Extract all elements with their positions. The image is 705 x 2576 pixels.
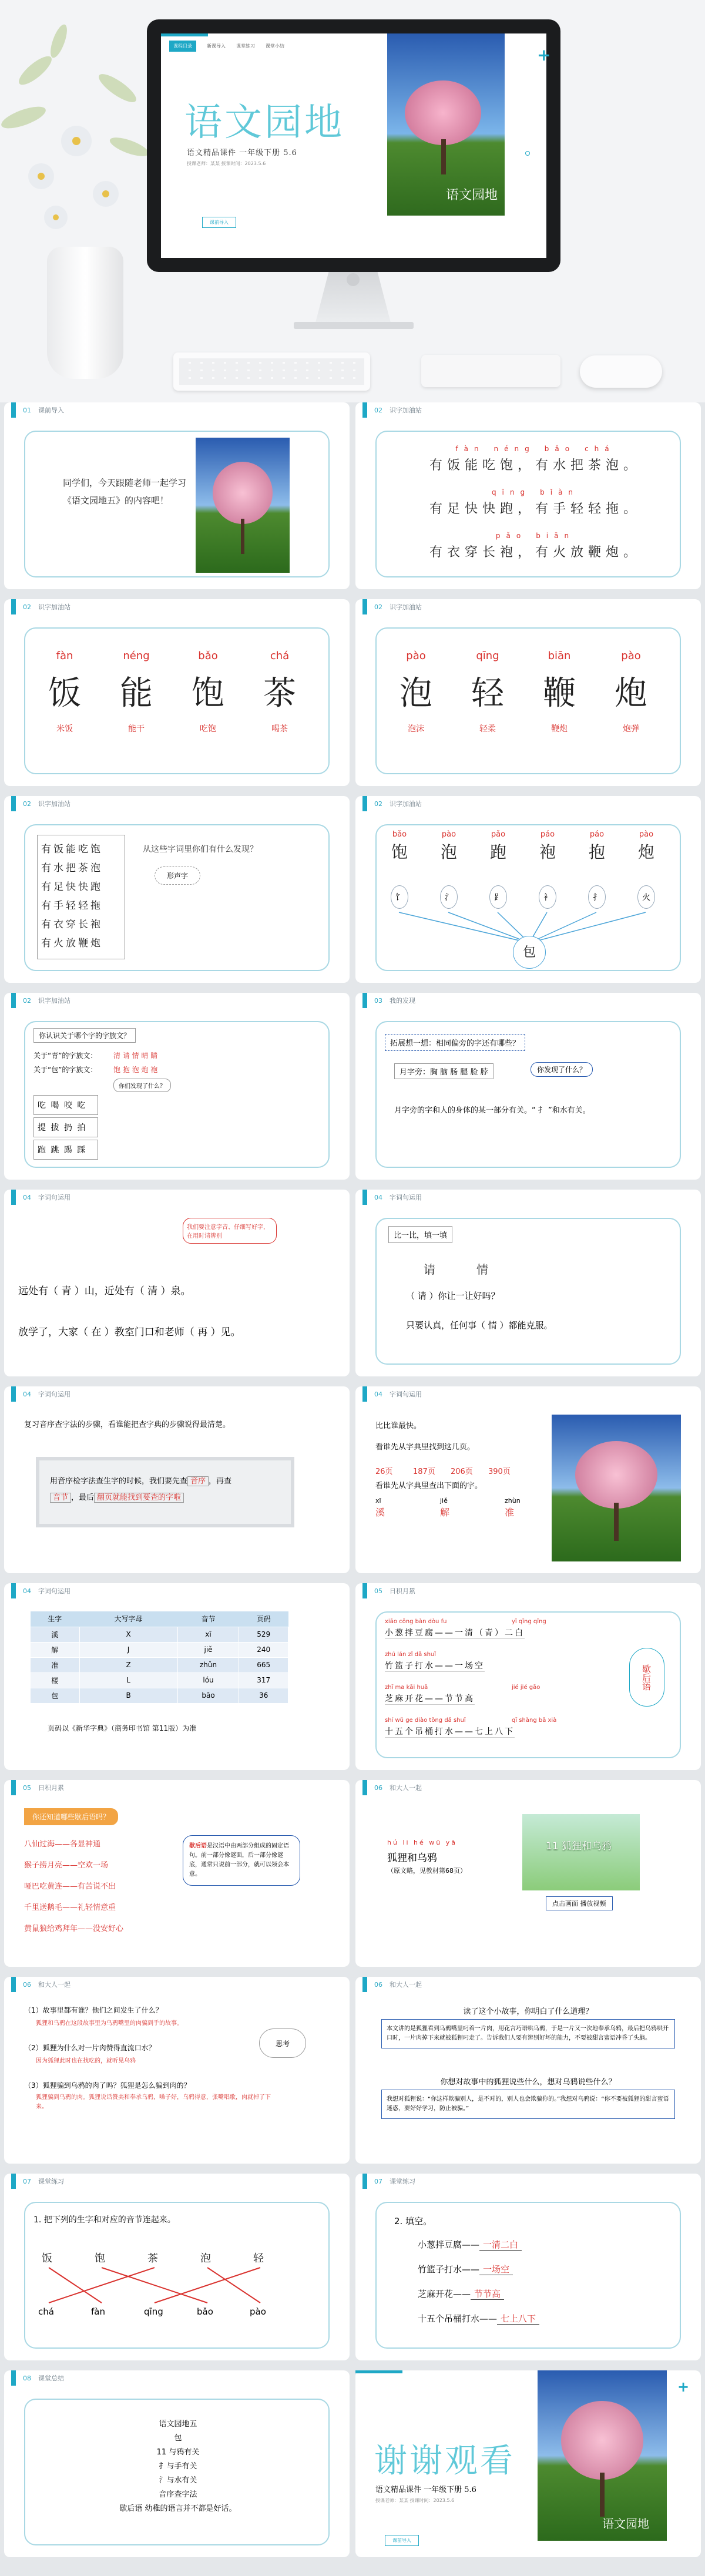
- slide-19: [4, 2174, 350, 2360]
- cover-slide: [161, 33, 551, 258]
- slide-header: [4, 1977, 70, 1992]
- video-poster[interactable]: [522, 1814, 640, 1890]
- slide-header: [4, 993, 70, 1008]
- slide-13: [4, 1583, 350, 1770]
- finding-line: 月字旁：胸 脑 肠 腿 脸 脖: [394, 1063, 494, 1079]
- xiehouyu-line: 竹篮子打水——一场空: [385, 1660, 485, 1672]
- char-pinyin: pǎo: [491, 830, 506, 839]
- summary-line: 扌与手有关: [159, 2462, 197, 2471]
- steps-3: ，再查: [209, 1477, 232, 1486]
- review-text: 复习音序查字法的步骤，看谁能把查字典的步骤说得最清楚。: [24, 1420, 231, 1429]
- saying-item: 千里送鹅毛——礼轻情意重: [24, 1903, 116, 1912]
- slide-header: [355, 402, 422, 418]
- slide-num: 01: [23, 406, 31, 414]
- cover-nav-0[interactable]: 课程目录: [169, 41, 196, 52]
- table-row: 准 Z zhǔn 665: [31, 1657, 288, 1672]
- slide-label: 字词句运用: [38, 1587, 70, 1595]
- rhyme-pinyin: fàn néng bǎo chá: [455, 445, 615, 453]
- word-example: 鞭炮: [551, 724, 568, 734]
- poem-line: 有衣穿长袍: [41, 919, 103, 931]
- slide-7: [4, 993, 350, 1180]
- keyboard: [173, 352, 370, 391]
- slide-16: [355, 1780, 701, 1967]
- page-number: 187页: [413, 1467, 435, 1476]
- steps-box: [36, 1457, 294, 1527]
- char-pinyin: pào: [441, 830, 456, 839]
- saying-item: 八仙过海——各显神通: [24, 1840, 101, 1849]
- slide-label: 识字加油站: [390, 407, 422, 414]
- line-answer-pinyin: jié jié gāo: [512, 1684, 540, 1691]
- fill-2: 只要认真，任何事（ 情 ）都能克服。: [406, 1320, 553, 1331]
- word-pinyin: chá: [270, 650, 290, 662]
- plus-icon: +: [537, 45, 551, 65]
- table-row: 溪 X xī 529: [31, 1627, 288, 1642]
- orange-tag: 你还知道哪些歇后语吗？: [24, 1808, 118, 1825]
- word-char: 茶: [263, 674, 296, 713]
- char-pinyin: páo: [589, 830, 605, 839]
- tree-photo: [552, 1415, 681, 1561]
- slide-label: 日积月累: [38, 1784, 64, 1792]
- radical-egg: 衤: [539, 885, 556, 909]
- summary-line: 氵与水有关: [159, 2476, 197, 2485]
- cover-button[interactable]: 课前导入: [202, 217, 236, 228]
- slide-8: [355, 993, 701, 1180]
- slide-header: [355, 1583, 415, 1598]
- xiehouyu-line: 小葱拌豆腐——一清（青）二白: [385, 1627, 525, 1639]
- slide-header: [4, 2370, 64, 2386]
- slide-label: 课堂练习: [38, 2178, 64, 2185]
- slide-header: [355, 599, 422, 614]
- line-answer-pinyin: yī qīng qīng: [512, 1618, 546, 1625]
- slide-label: 和大人一起: [390, 1784, 422, 1792]
- slide-num: 02: [23, 996, 31, 1005]
- slide-label: 识字加油站: [390, 603, 422, 611]
- plant-decoration: [0, 0, 153, 258]
- question-bar: 你认识关于哪个字的字族文？: [33, 1028, 136, 1043]
- message-answer: 我想对狐狸说：“你这样欺骗别人，是不对的，别人也会欺骗你的。”我想对乌鸦说：“你不要被狐狸的甜言蜜语迷惑，要好好学习，防止被骗。”: [381, 2090, 675, 2119]
- q2: （2）狐狸为什么对一片肉赞得直流口水？: [24, 2044, 156, 2052]
- slide-label: 识字加油站: [38, 800, 70, 808]
- story-source: （原文略，见教材第68页）: [387, 1867, 466, 1875]
- slide-num: 02: [374, 406, 382, 414]
- slide-label: 字词句运用: [38, 1391, 70, 1398]
- think-bubble: 思考: [259, 2028, 306, 2058]
- slide-label: 字词句运用: [390, 1391, 422, 1398]
- slide-num: 07: [23, 2177, 31, 2185]
- q3: （3）狐狸骗到乌鸦的肉了吗？狐狸是怎么骗到肉的？: [24, 2081, 191, 2090]
- word-char: 鞭: [543, 674, 576, 713]
- play-video-button[interactable]: 点击画面 播放视频: [546, 1896, 613, 1910]
- char: 抱: [588, 842, 605, 862]
- slide-3: [4, 599, 350, 786]
- lesson-answer: 本文讲的是狐狸看到乌鸦嘴里叼着一片肉，用花言巧语哄乌鸦，于是一片又一次地奉承乌鸦，最后把乌鸦哄开口时，一片肉掉下来就被狐狸叼走了。告诉我们人要有辨别好坏的能力，不要被甜言蜜语冲昏了头脑。: [381, 2019, 675, 2048]
- lesson-heading: 读了这个小故事，你明白了什么道理？: [463, 2007, 593, 2016]
- lookup-char: 溪: [375, 1507, 385, 1518]
- plus-icon: +: [677, 2379, 690, 2395]
- slide-header: [4, 796, 70, 811]
- slide-20: [355, 2174, 701, 2360]
- slide-num: 02: [374, 800, 382, 808]
- slide-10: [355, 1190, 701, 1376]
- word-example: 米饭: [56, 724, 73, 734]
- slide-num: 07: [374, 2177, 382, 2185]
- finding-bubble: 你发现了什么？: [531, 1062, 593, 1077]
- line-answer-pinyin: qī shàng bā xià: [512, 1717, 557, 1724]
- rhyme-pinyin: pǎo biān: [495, 532, 575, 540]
- match-pinyin: chá: [38, 2306, 54, 2317]
- slide-header: [355, 796, 422, 811]
- fill-line: 小葱拌豆腐—— 一清二白: [418, 2238, 522, 2251]
- page-number: 206页: [451, 1467, 473, 1476]
- family-1-value: 清 请 情 晴 睛: [113, 1052, 158, 1060]
- word-char: 轻: [471, 674, 504, 713]
- poem-line: 有足快快跑: [41, 881, 103, 893]
- slide-header: [355, 993, 415, 1008]
- slide-header: [4, 1190, 70, 1205]
- lookup-char: 准: [505, 1507, 515, 1518]
- family-1-label: 关于“青”的字族文：: [33, 1052, 98, 1060]
- compare-heading: 比一比，填一填: [388, 1226, 452, 1243]
- group-box: 吃 喝 咬 吃: [33, 1095, 98, 1115]
- word-pinyin: biān: [548, 650, 571, 662]
- slide-14: [355, 1583, 701, 1770]
- steps-4: 音节: [50, 1493, 71, 1503]
- char: 饱: [391, 842, 408, 862]
- table-note: 页码以《新华字典》（商务印书馆 第11版）为准: [48, 1724, 197, 1732]
- word-example: 炮弹: [623, 724, 639, 734]
- slide-num: 04: [23, 1390, 31, 1398]
- slide-12: [355, 1386, 701, 1573]
- mouse: [580, 355, 662, 388]
- cover-nav-2[interactable]: 课堂练习: [236, 43, 255, 49]
- question-text: 从这些字词里你们有什么发现？: [143, 845, 258, 854]
- story-title: 狐狸和乌鸦: [387, 1852, 437, 1864]
- group-box: 提 拔 扔 拍: [33, 1117, 98, 1137]
- slide-label: 识字加油站: [38, 603, 70, 611]
- char-b: 情: [476, 1262, 488, 1277]
- message-heading: 你想对故事中的狐狸说些什么，想对乌鸦说些什么？: [440, 2078, 616, 2087]
- word-example: 能干: [128, 724, 145, 734]
- word-example: 轻柔: [479, 724, 496, 734]
- fill-line: 十五个吊桶打水—— 七上八下: [418, 2312, 539, 2325]
- slide-header: [355, 2174, 415, 2189]
- rhyme-pinyin: qīng bǐàn: [491, 488, 579, 496]
- lookup-table: 生字 大写字母 音节 页码 溪 X xī 529 解 J jiě 240 准 Z zhǔn 665 楼 L lóu 317 包 B bāo 36: [30, 1611, 288, 1704]
- table-row: 包 B bāo 36: [31, 1688, 288, 1703]
- slide-header: [355, 1386, 422, 1402]
- answer-bubble: 形声字: [155, 866, 200, 885]
- slide-18: [355, 1977, 701, 2164]
- slide-header: [355, 1190, 422, 1205]
- slide-21: [4, 2370, 350, 2557]
- cover-nav-3[interactable]: 课堂小结: [266, 43, 284, 49]
- cloud-note: 我们要注意字音、仔细写好字，在用时请辨别: [183, 1218, 277, 1244]
- match-pinyin: bǎo: [197, 2306, 213, 2317]
- slide-num: 08: [23, 2374, 31, 2382]
- a3: 狐狸骗到乌鸦的肉。狐狸说话赞美和奉承乌鸦，嗓子好，乌鸦得意，张嘴唱歌，肉就掉了下来。: [36, 2094, 271, 2110]
- line-pinyin: shí wǔ ge diào tǒng dǎ shuǐ: [385, 1717, 466, 1724]
- line-pinyin: zhī ma kāi huā: [385, 1684, 428, 1691]
- match-char: 饱: [95, 2252, 105, 2265]
- hero-mockup: [0, 0, 705, 402]
- lookup-pinyin: jiě: [440, 1497, 448, 1504]
- slide-num: 03: [374, 996, 382, 1005]
- thanks-button[interactable]: 课前导入: [385, 2535, 419, 2546]
- word-pinyin: qīng: [476, 650, 499, 662]
- slide-label: 识字加油站: [390, 800, 422, 808]
- match-pinyin: qīng: [144, 2306, 163, 2317]
- slide-label: 课堂练习: [390, 2178, 415, 2185]
- word-pinyin: pào: [621, 650, 641, 662]
- saying-item: 哑巴吃黄连——有苦说不出: [24, 1882, 116, 1891]
- race-task-1: 看谁先从字典里找到这几页。: [375, 1443, 475, 1452]
- slide-label: 识字加油站: [38, 997, 70, 1005]
- slide-6: [355, 796, 701, 983]
- vase: [47, 247, 123, 379]
- line-pinyin: xiāo cōng bàn dòu fu: [385, 1618, 447, 1625]
- slide-2: [355, 402, 701, 589]
- slide-label: 和大人一起: [390, 1981, 422, 1989]
- slide-num: 04: [23, 1193, 31, 1201]
- thanks-title: 谢谢观看: [374, 2442, 515, 2480]
- lookup-pinyin: xī: [375, 1497, 381, 1504]
- slide-17: [4, 1977, 350, 2164]
- apple-logo-icon: [347, 273, 360, 286]
- fill-question: 2. 填空。: [394, 2216, 432, 2226]
- slide-9: [4, 1190, 350, 1376]
- match-pinyin: pào: [250, 2306, 266, 2317]
- slide-15: [4, 1780, 350, 1967]
- slide-label: 课堂总结: [38, 2375, 64, 2382]
- radical-egg: 饣: [391, 885, 408, 909]
- trackpad: [421, 355, 560, 387]
- extend-heading: 拓展想一想：相同偏旁的字还有哪些？: [385, 1034, 525, 1051]
- q1: （1）故事里都有谁？他们之间发生了什么？: [24, 2006, 163, 2014]
- cover-subtitle: 语文精品课件 一年级下册 5.6: [187, 149, 297, 157]
- poem-line: 有手轻轻拖: [41, 900, 103, 912]
- exercise-question: 1. 把下列的生字和对应的音节连起来。: [33, 2215, 176, 2225]
- saying-item: 黄鼠狼给鸡拜年——没安好心: [24, 1925, 124, 1933]
- radical-egg: 火: [637, 885, 655, 909]
- xiehouyu-line: 十五个吊桶打水——七上八下: [385, 1725, 515, 1738]
- rhyme-line: 有饭能吃饱，有水把茶泡。: [429, 458, 641, 473]
- slide-num: 05: [23, 1784, 31, 1792]
- match-lines: [25, 2203, 331, 2350]
- page-number: 390页: [488, 1467, 511, 1476]
- tree-photo: [196, 438, 290, 573]
- slide-num: 06: [374, 1784, 382, 1792]
- slide-header: [4, 1780, 64, 1795]
- cover-title: 语文园地: [184, 101, 344, 145]
- word-char: 炮: [615, 674, 647, 713]
- slide-22: [355, 2370, 701, 2557]
- family-2-value: 饱 抱 泡 炮 袍: [113, 1066, 158, 1074]
- char-pinyin: páo: [540, 830, 555, 839]
- cover-image-caption: 语文园地: [446, 188, 498, 203]
- sentence-2: 放学了，大家（ 在 ）教室门口和老师（ 再 ）见。: [18, 1326, 241, 1338]
- slide-header: [4, 2174, 64, 2189]
- sentence-1: 远处有（ 青 ）山，近处有（ 清 ）泉。: [18, 1285, 191, 1297]
- slide-label: 字词句运用: [38, 1194, 70, 1201]
- word-pinyin: bǎo: [198, 650, 218, 662]
- slide-num: 04: [374, 1390, 382, 1398]
- char: 炮: [637, 842, 654, 862]
- poem-line: 有水把茶泡: [41, 862, 103, 874]
- slide-num: 04: [23, 1587, 31, 1595]
- slide-header: [4, 1386, 70, 1402]
- slide-4: [355, 599, 701, 786]
- video-poster-title: 11 狐狸和乌鸦: [546, 1841, 612, 1852]
- char: 跑: [489, 842, 506, 862]
- intro-text: 同学们，今天跟随老师一起学习《语文园地五》的内容吧！: [63, 478, 187, 506]
- summary-list: [25, 2417, 331, 2516]
- match-char: 轻: [253, 2252, 264, 2265]
- summary-line: 11 与鸦有关: [156, 2448, 200, 2457]
- slide-11: [4, 1386, 350, 1573]
- word-char: 饭: [48, 674, 81, 713]
- summary-line: 歇后语 幼稚的语言并不都是好话。: [119, 2504, 237, 2513]
- group-box: 跑 跳 踢 踩: [33, 1140, 98, 1160]
- slide-num: 05: [374, 1587, 382, 1595]
- char-pinyin: bǎo: [392, 830, 407, 839]
- steps-5: ，最后: [71, 1493, 95, 1502]
- lookup-char: 解: [440, 1507, 450, 1518]
- slide-header: [4, 1583, 70, 1598]
- definition-bubble: 歇后语是汉语中由两部分组成的固定语句。前一部分像谜面，后一部分像谜底，通常只说前一部分，就可以领会本意。: [183, 1835, 300, 1886]
- poem-line: 有火放鞭炮: [41, 938, 103, 949]
- slide-num: 02: [23, 800, 31, 808]
- summary-line: 语文园地五: [159, 2420, 197, 2429]
- thanks-subtitle: 语文精品课件 一年级下册 5.6: [375, 2486, 476, 2494]
- family-2-label: 关于“包”的字族文：: [33, 1066, 98, 1074]
- summary-line: 包: [174, 2434, 182, 2443]
- cover-meta: 授课老师：某某 授课时间：2023.5.6: [187, 161, 266, 166]
- radical-egg: 扌: [588, 885, 606, 909]
- char: 袍: [539, 842, 556, 862]
- table-row: 解 J jiě 240: [31, 1642, 288, 1657]
- thanks-meta: 授课老师：某某 授课时间：2023.5.6: [375, 2498, 455, 2503]
- cover-nav-1[interactable]: 新课导入: [207, 43, 226, 49]
- fill-line: 竹篮子打水—— 一场空: [418, 2263, 513, 2275]
- poem-line: 有饭能吃饱: [41, 844, 103, 855]
- slide-num: 06: [23, 1980, 31, 1989]
- match-pinyin: fàn: [91, 2306, 105, 2317]
- slide-num: 06: [374, 1980, 382, 1989]
- slide-num: 02: [374, 603, 382, 611]
- lookup-pinyin: zhùn: [505, 1497, 521, 1504]
- race-task-2: 看谁先从字典里查出下面的字。: [375, 1482, 483, 1490]
- char-pinyin: pào: [639, 830, 654, 839]
- xiehouyu-line: 芝麻开花——节节高: [385, 1692, 475, 1705]
- imac-frame: [147, 19, 560, 272]
- tip-bubble: 你们发现了什么？: [113, 1079, 171, 1092]
- slide-label: 日积月累: [390, 1587, 415, 1595]
- slide-header: [4, 402, 64, 418]
- word-pinyin: pào: [406, 650, 426, 662]
- slide-header: [355, 1977, 422, 1992]
- thanks-image-caption: 语文园地: [602, 2517, 649, 2531]
- word-char: 能: [120, 674, 153, 713]
- poem-box: [37, 835, 125, 959]
- slide-label: 字词句运用: [390, 1194, 422, 1201]
- fill-line: 芝麻开花—— 节节高: [418, 2288, 504, 2300]
- xiehouyu-tag: 歇后语: [629, 1648, 664, 1707]
- steps-2: 音序: [187, 1476, 209, 1486]
- word-pinyin: néng: [123, 650, 150, 662]
- word-example: 泡沫: [408, 724, 424, 734]
- line-pinyin: zhú lán zǐ dǎ shuǐ: [385, 1651, 437, 1658]
- table-row: 楼 L lóu 317: [31, 1672, 288, 1688]
- slide-header: [355, 1780, 422, 1795]
- center-char: 包: [513, 936, 546, 969]
- fill-1: （ 请 ）你让一让好吗？: [406, 1291, 500, 1301]
- a1: 狐狸和乌鸦在这段故事里为乌鸦嘴里的肉骗到手的故事。: [36, 2020, 183, 2027]
- slide-1: [4, 402, 350, 589]
- word-example: 喝茶: [271, 724, 288, 734]
- rhyme-line: 有衣穿长袍，有火放鞭炮。: [429, 545, 641, 560]
- word-example: 吃饱: [200, 724, 216, 734]
- word-char: 泡: [400, 674, 432, 713]
- a2: 因为狐狸此时也在找吃的，就听见乌鸦: [36, 2058, 136, 2064]
- match-char: 饭: [42, 2252, 52, 2265]
- match-char: 泡: [200, 2252, 211, 2265]
- slide-num: 02: [23, 603, 31, 611]
- slide-num: 04: [374, 1193, 382, 1201]
- radical-egg: ⻊: [489, 885, 507, 909]
- slide-header: [4, 599, 70, 614]
- cover-image: [387, 33, 505, 216]
- steps-6: 翻页就能找到要查的字啦: [94, 1493, 184, 1503]
- steps-1: 用音序检字法查生字的时候，我们要先查: [50, 1477, 188, 1486]
- match-char: 茶: [147, 2252, 158, 2265]
- race-heading: 比比谁最快。: [375, 1422, 422, 1430]
- word-pinyin: fàn: [56, 650, 73, 662]
- page-number: 26页: [375, 1467, 393, 1476]
- radical-egg: 氵: [440, 885, 458, 909]
- slide-label: 课前导入: [38, 407, 64, 414]
- story-pinyin: hú li hé wū yā: [387, 1839, 457, 1846]
- word-char: 饱: [192, 674, 224, 713]
- slide-label: 和大人一起: [38, 1981, 70, 1989]
- summary-line: 音序查字法: [159, 2490, 197, 2499]
- char: 泡: [440, 842, 457, 862]
- rhyme-line: 有足快快跑，有手轻轻拖。: [429, 502, 641, 516]
- saying-item: 猴子捞月亮——空欢一场: [24, 1861, 109, 1870]
- slide-label: 我的发现: [390, 997, 415, 1005]
- conclusion: 月字旁的字和人的身体的某一部分有关。“ 扌 ”和水有关。: [394, 1106, 590, 1115]
- char-a: 请: [424, 1262, 435, 1277]
- slide-5: [4, 796, 350, 983]
